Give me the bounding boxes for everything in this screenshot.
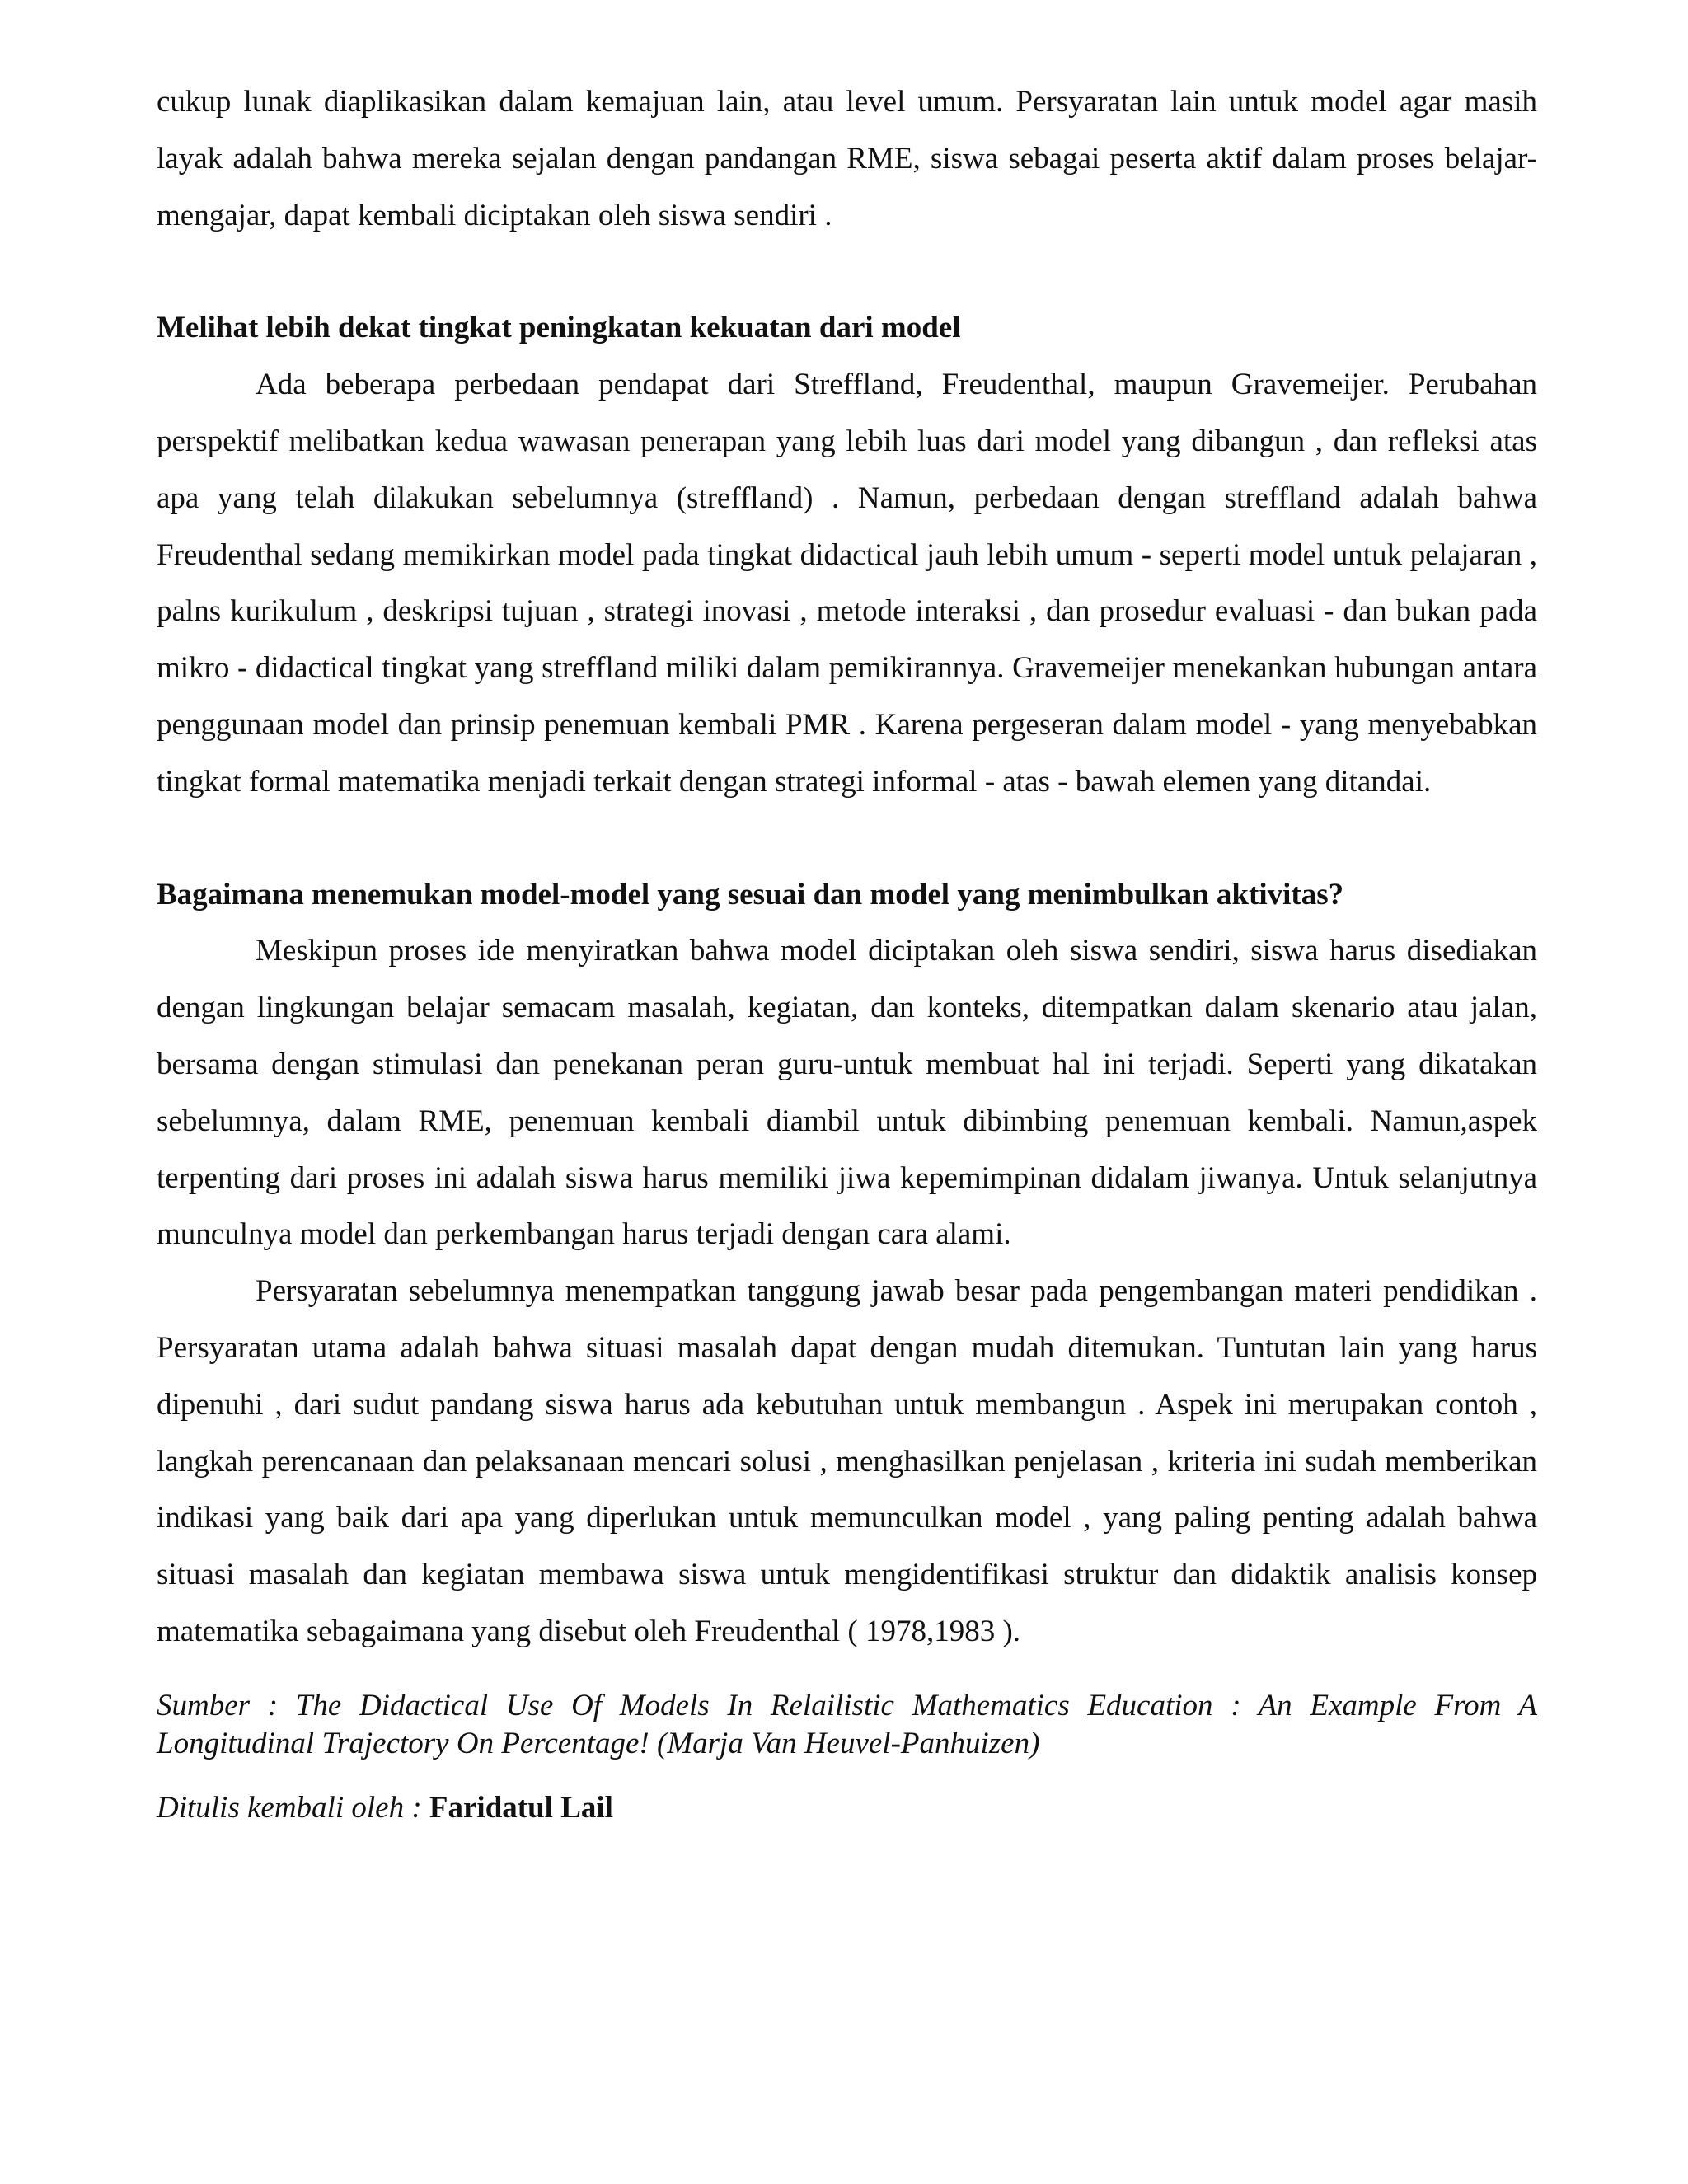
section-heading-model-strength: Melihat lebih dekat tingkat peningkatan kekuatan dari model	[157, 311, 961, 345]
section2-paragraph-2: Persyaratan sebelumnya menempatkan tanggung jawab besar pada pengembangan materi pendidikan . Persyaratan utama adalah bahwa situasi masalah dapat dengan mudah ditemukan. Tuntutan lain yang harus dipenuhi , dari sudut pandang siswa harus ada kebutuhan untuk membangun . Aspek ini merupakan contoh , langkah perencanaan dan pelaksanaan mencari solusi , menghasilkan penjelasan , kriteria ini sudah memberikan indikasi yang baik dari apa yang diperlukan untuk memunculkan model , yang paling penting adalah bahwa situasi masalah dan kegiatan membawa siswa untuk mengidentifikasi struktur dan didaktik analisis konsep matematika sebagaimana yang disebut oleh Freudenthal ( 1978,1983 ).	[157, 1274, 1537, 1648]
credit-label: Ditulis kembali oleh :	[157, 1790, 429, 1825]
document-page	[157, 74, 1537, 1827]
spacer	[157, 244, 1537, 300]
spacer	[157, 1661, 1537, 1687]
intro-paragraph: cukup lunak diaplikasikan dalam kemajuan lain, atau level umum. Persyaratan lain untuk model agar masih layak adalah bahwa mereka sejalan dengan pandangan RME, siswa sebagai peserta aktif dalam proses belajar-mengajar, dapat kembali diciptakan oleh siswa sendiri .	[157, 85, 1537, 232]
section2-paragraph-1: Meskipun proses ide menyiratkan bahwa model diciptakan oleh siswa sendiri, siswa harus disediakan dengan lingkungan belajar semacam masalah, kegiatan, dan konteks, ditempatkan dalam skenario atau jalan, bersama dengan stimulasi dan penekanan peran guru-untuk membuat hal ini terjadi. Seperti yang dikatakan sebelumnya, dalam RME, penemuan kembali diambil untuk dibimbing penemuan kembali. Namun,aspek terpenting dari proses ini adalah siswa harus memiliki jiwa kepemimpinan didalam jiwanya. Untuk selanjutnya munculnya model dan perkembangan harus terjadi dengan cara alami.	[157, 934, 1537, 1252]
spacer	[157, 1763, 1537, 1789]
author-name: Faridatul Lail	[429, 1790, 613, 1825]
author-credit	[157, 1789, 1537, 1827]
spacer	[157, 811, 1537, 867]
section-heading-finding-models: Bagaimana menemukan model-model yang sesuai dan model yang menimbulkan aktivitas?	[157, 877, 1344, 912]
section1-paragraph: Ada beberapa perbedaan pendapat dari Streffland, Freudenthal, maupun Gravemeijer. Perubahan perspektif melibatkan kedua wawasan penerapan yang lebih luas dari model yang dibangun , dan refleksi atas apa yang telah dilakukan sebelumnya (streffland) . Namun, perbedaan dengan streffland adalah bahwa Freudenthal sedang memikirkan model pada tingkat didactical jauh lebih umum - seperti model untuk pelajaran , palns kurikulum , deskripsi tujuan , strategi inovasi , metode interaksi , dan prosedur evaluasi - dan bukan pada mikro - didactical tingkat yang streffland miliki dalam pemikirannya. Gravemeijer menekankan hubungan antara penggunaan model dan prinsip penemuan kembali PMR . Karena pergeseran dalam model - yang menyebabkan tingkat formal matematika menjadi terkait dengan strategi informal - atas - bawah elemen yang ditandai.	[157, 368, 1537, 799]
source-citation: Sumber : The Didactical Use Of Models In Relailistic Mathematics Education : An Example From A Longitudinal Trajectory On Percentage! (Marja Van Heuvel-Panhuizen)	[157, 1688, 1537, 1760]
